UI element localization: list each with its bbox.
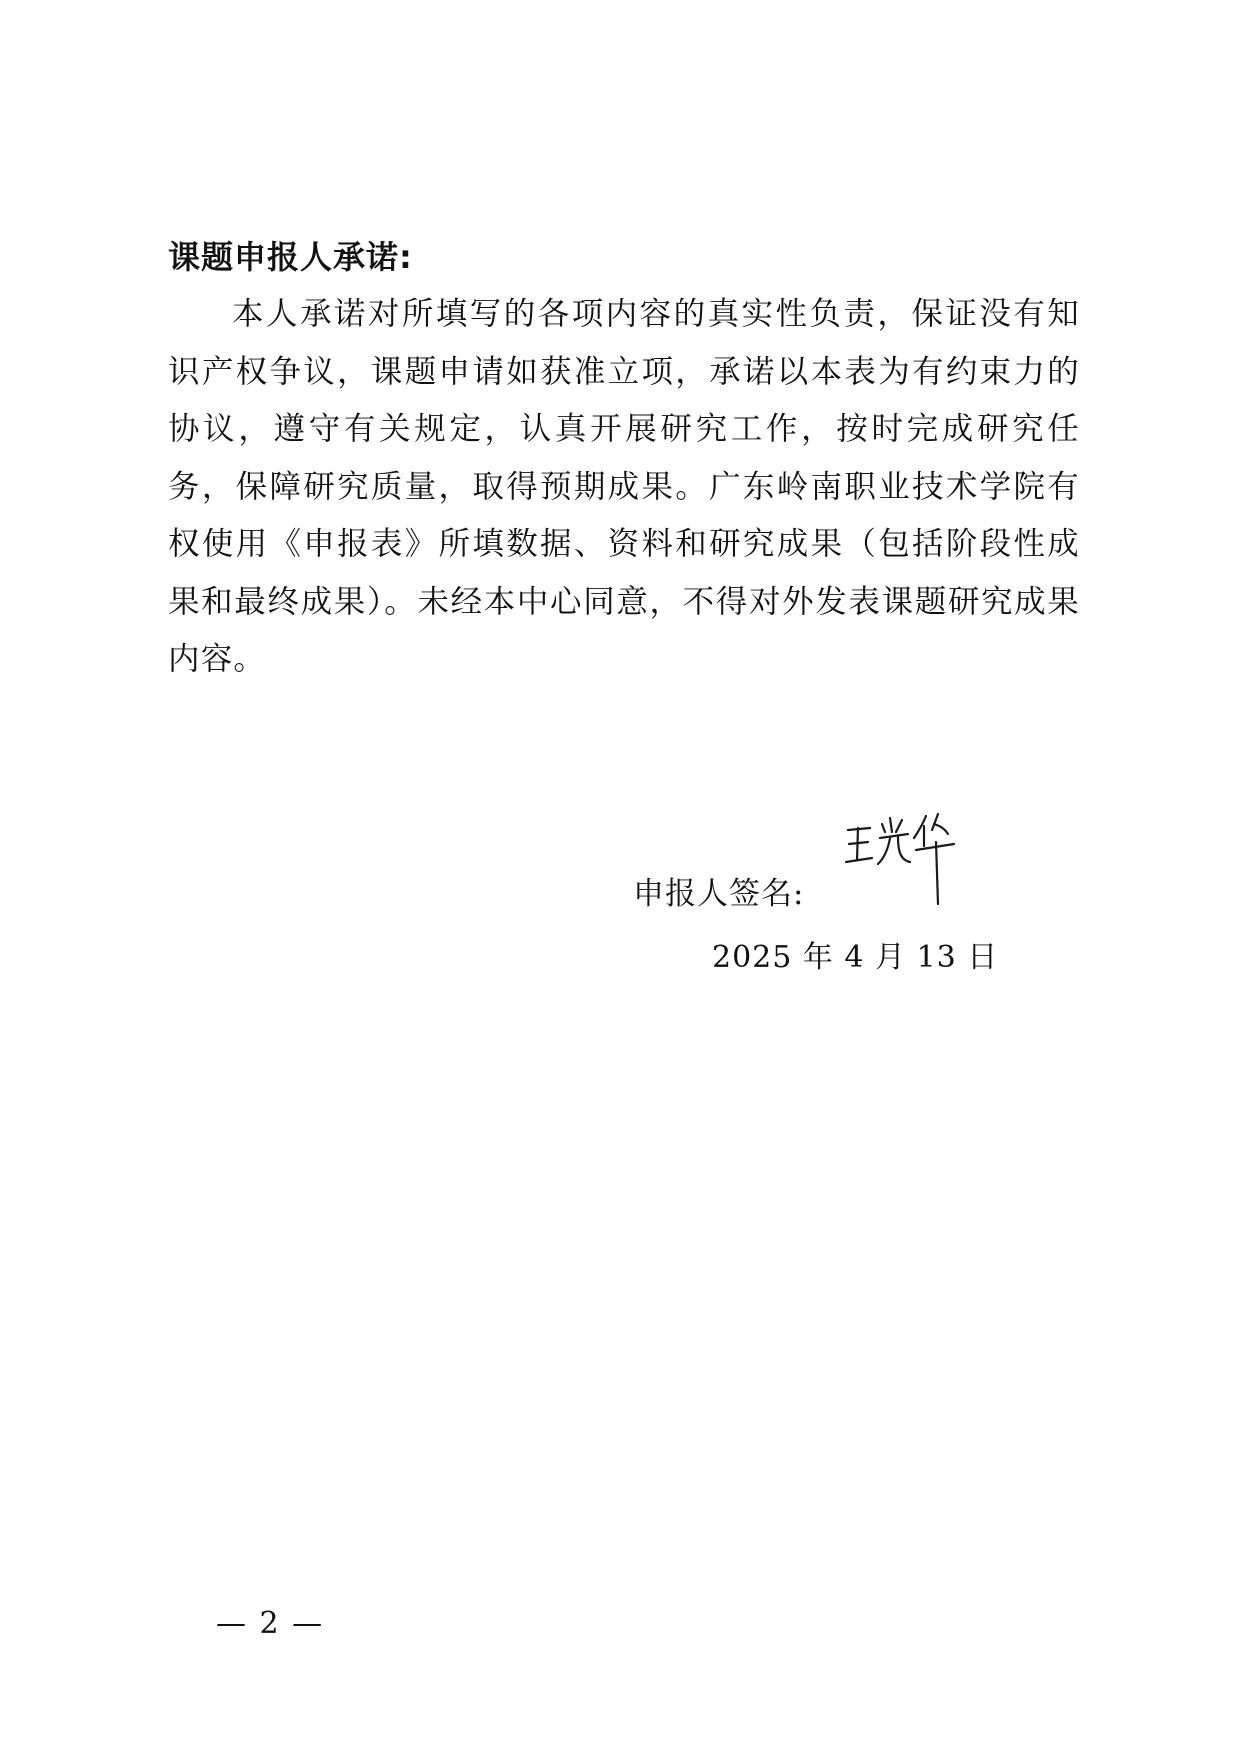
commitment-paragraph: 本人承诺对所填写的各项内容的真实性负责，保证没有知识产权争议，课题申请如获准立项，承诺以本表为有约束力的协议，遵守有关规定，认真开展研究工作，按时完成研究任务，保障研究质量，取得预期成果。广东岭南职业技术学院有权使用《申报表》所填数据、资料和研究成果（包括阶段性成果和最终成果）。未经本中心同意，不得对外发表课题研究成果内容。: [168, 296, 1080, 677]
commitment-heading: 课题申报人承诺:: [168, 238, 413, 276]
signature-label: 申报人签名:: [633, 876, 805, 912]
page-number: — 2 —: [216, 1606, 325, 1641]
signature-date: 2025 年 4 月 13 日: [712, 940, 999, 975]
handwritten-signature: [840, 808, 970, 908]
